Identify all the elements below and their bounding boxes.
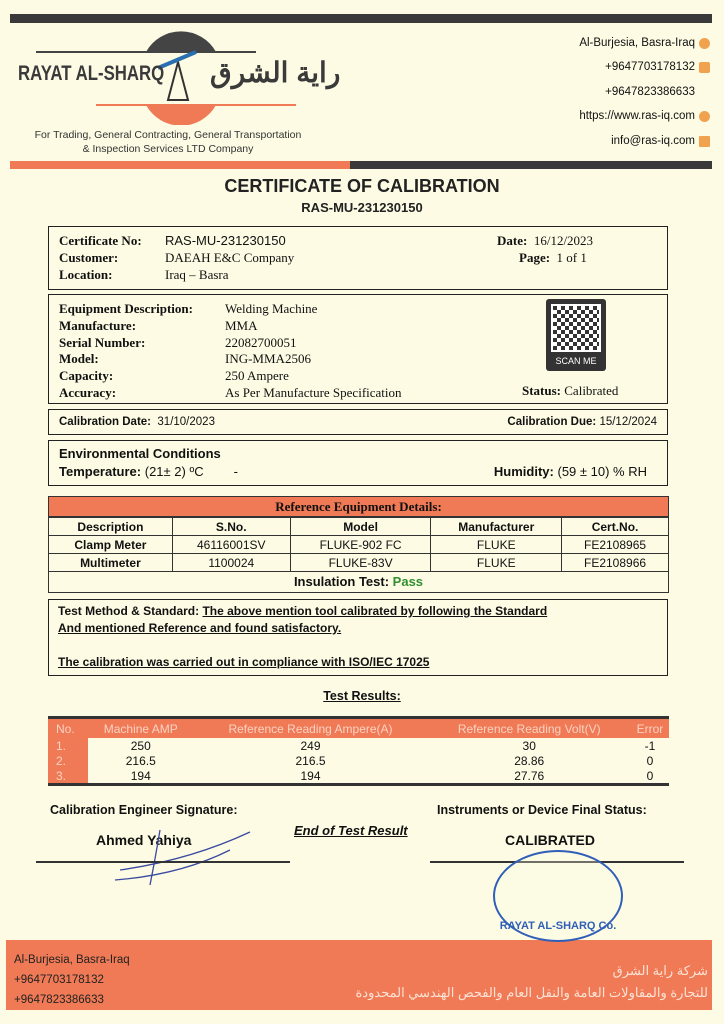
equipment-field-label: Serial Number:: [59, 334, 146, 350]
table-cell: FLUKE: [431, 536, 562, 554]
equipment-field-label: Model:: [59, 351, 99, 367]
reference-column-header: Cert.No.: [562, 518, 669, 536]
customer-value: DAEAH E&C Company: [165, 250, 295, 265]
contact-phone-1: [605, 61, 710, 73]
equipment-values: [225, 301, 402, 402]
contact-address: [579, 37, 710, 49]
scan-me-label: SCAN ME: [555, 356, 597, 366]
footer-phone-2: +9647823386633: [14, 994, 104, 1006]
table-cell: 28.86: [514, 753, 545, 768]
cert-no-label: Certificate No:: [59, 233, 142, 248]
calibration-date-label: Calibration Date:: [59, 416, 152, 428]
table-row: [48, 753, 669, 768]
contact-phone-2: [605, 86, 695, 98]
footer: [6, 940, 712, 1010]
header-divider-dark: [350, 161, 712, 169]
table-cell: FLUKE-83V: [290, 554, 431, 572]
table-cell: 249: [300, 738, 321, 753]
reference-section: [48, 496, 669, 593]
footer-arabic: [356, 960, 709, 1004]
qr-code-icon: [551, 304, 601, 352]
page-value: 1 of 1: [556, 250, 587, 265]
results-column-header: No.: [56, 721, 75, 736]
mail-icon: [699, 136, 710, 147]
contact-text: +9647703178132: [605, 61, 695, 73]
stamp-text: RAYAT AL-SHARQ Co.: [499, 920, 617, 932]
equipment-field-label: Manufacture:: [59, 317, 137, 333]
results-column-header: Reference Reading Ampere(A): [228, 721, 393, 736]
results-column-header: Reference Reading Volt(V): [457, 721, 601, 736]
status: [522, 383, 618, 400]
qr-code[interactable]: [546, 299, 606, 371]
results-column-header: Error: [636, 721, 664, 736]
table-cell: 2.: [48, 753, 88, 768]
method-line-1: The above mention tool calibrated by following the Standard: [202, 604, 548, 618]
results-column-header: Machine AMP: [103, 721, 178, 736]
table-cell: FE2108966: [562, 554, 669, 572]
table-cell: 216.5: [125, 753, 156, 768]
equipment-field-value: As Per Manufacture Specification: [225, 384, 402, 400]
table-row: [49, 536, 669, 554]
status-badge: Calibrated: [564, 383, 619, 398]
date-label: Date:: [497, 233, 528, 248]
final-status-value: CALIBRATED: [505, 832, 595, 848]
table-cell: 250: [130, 738, 151, 753]
table-cell: Clamp Meter: [49, 536, 173, 554]
final-status-label: Instruments or Device Final Status:: [437, 803, 647, 817]
method-label: Test Method & Standard:: [58, 604, 200, 618]
tagline: [18, 128, 318, 156]
environment-values: [59, 463, 657, 481]
table-row: [48, 768, 669, 783]
table-cell: 194: [300, 768, 321, 783]
info-box: [48, 226, 668, 290]
table-cell: 194: [130, 768, 151, 783]
phone-icon: [699, 62, 710, 73]
location-label: Location:: [59, 267, 113, 282]
insulation-value: Pass: [392, 574, 424, 589]
tagline-line-1: For Trading, General Contracting, General Transportation: [34, 129, 302, 141]
signature-scribble-icon: [110, 820, 260, 890]
globe-icon: [699, 111, 710, 122]
table-row: [48, 738, 669, 753]
engineer-name: Ahmed Yahiya: [96, 832, 192, 848]
table-cell: FLUKE: [431, 554, 562, 572]
contact-text: Al-Burjesia, Basra-Iraq: [579, 37, 695, 49]
table-cell: -1: [644, 738, 656, 753]
cert-no-value: RAS-MU-231230150: [165, 233, 286, 248]
cert-code: RAS-MU-231230150: [301, 200, 423, 215]
page-title: CERTIFICATE OF CALIBRATION: [224, 176, 500, 196]
environment-title: Environmental Conditions: [59, 446, 221, 461]
calibration-date-value: 31/10/2023: [157, 416, 215, 428]
temperature-value: (21± 2) ºC: [144, 464, 204, 479]
location-pin-icon: [699, 38, 710, 49]
reference-column-header: Description: [49, 518, 173, 536]
reference-column-header: S.No.: [172, 518, 290, 536]
company-stamp: [493, 850, 623, 942]
equipment-labels: [59, 301, 193, 402]
results-table: [48, 719, 669, 783]
footer-phone-1: +9647703178132: [14, 974, 104, 986]
table-cell: 0: [646, 753, 654, 768]
table-row: [49, 554, 669, 572]
brand-name-en: RAYAT AL-SHARQ: [18, 62, 165, 85]
status-label: Status:: [522, 383, 562, 398]
environment-box: [48, 440, 668, 486]
table-cell: FE2108965: [562, 536, 669, 554]
footer-contacts: [14, 950, 130, 1010]
brand-name-ar: راية الشرق: [210, 57, 341, 88]
header-divider-orange: [10, 161, 350, 169]
temperature-label: Temperature:: [59, 464, 142, 479]
top-bar: [10, 14, 712, 23]
reference-header-row: [49, 518, 669, 536]
table-cell: 0: [646, 768, 654, 783]
calibration-due: [507, 416, 657, 428]
equipment-box: [48, 294, 668, 404]
contact-website[interactable]: [579, 110, 710, 122]
footer-arabic-tagline: للتجارة والمقاولات العامة والنقل العام والفحص الهندسي المحدودة: [355, 985, 708, 1000]
table-cell: 46116001SV: [172, 536, 290, 554]
results-header-row: [48, 719, 669, 738]
location-value: Iraq – Basra: [165, 267, 229, 282]
reference-title: Reference Equipment Details:: [48, 496, 669, 517]
website-link[interactable]: https://www.ras-iq.com: [579, 110, 695, 122]
table-cell: 1100024: [172, 554, 290, 572]
contact-email[interactable]: [611, 135, 710, 147]
table-cell: 216.5: [295, 753, 326, 768]
table-cell: FLUKE-902 FC: [290, 536, 431, 554]
signature-label: Calibration Engineer Signature:: [50, 803, 238, 817]
equipment-field-value: ING-MMA2506: [225, 351, 311, 367]
equipment-field-value: 250 Ampere: [225, 368, 289, 384]
table-cell: 1.: [48, 738, 88, 753]
equipment-field-label: Capacity:: [59, 368, 114, 384]
calibration-dates-box: [48, 409, 668, 435]
calibration-due-value: 15/12/2024: [599, 416, 657, 428]
end-of-result: End of Test Result: [294, 823, 408, 838]
calibration-due-label: Calibration Due:: [507, 416, 597, 428]
reference-column-header: Manufacturer: [431, 518, 562, 536]
calibration-date: [59, 416, 215, 428]
humidity-label: Humidity:: [493, 464, 554, 479]
method-line-3: The calibration was carried out in compliance with ISO/IEC 17025: [58, 655, 430, 669]
tagline-line-2: & Inspection Services LTD Company: [82, 143, 254, 155]
reference-table: [48, 517, 669, 572]
equipment-field-value: Welding Machine: [225, 301, 318, 316]
equipment-field-label: Equipment Description:: [59, 301, 193, 316]
page-label: Page:: [519, 250, 551, 265]
footer-arabic-name: شركة راية الشرق: [612, 963, 708, 978]
method-box: [48, 599, 668, 676]
email-link[interactable]: info@ras-iq.com: [611, 135, 695, 147]
equipment-field-value: 22082700051: [225, 334, 297, 350]
customer-label: Customer:: [59, 250, 119, 265]
date-page: [497, 232, 593, 266]
separator: -: [233, 464, 238, 479]
results-section: [48, 716, 669, 786]
footer-address: Al-Burjesia, Basra-Iraq: [14, 954, 130, 966]
reference-column-header: Model: [290, 518, 431, 536]
info-values: [165, 232, 294, 283]
test-results-title: Test Results:: [323, 689, 401, 703]
humidity-value: (59 ± 10) % RH: [557, 464, 647, 479]
table-cell: 3.: [48, 768, 88, 783]
insulation-label: Insulation Test:: [293, 574, 390, 589]
equipment-field-label: Accuracy:: [59, 384, 117, 400]
contact-text: +9647823386633: [605, 86, 695, 98]
method-line-2: And mentioned Reference and found satisfactory.: [58, 621, 342, 635]
table-cell: 30: [522, 738, 536, 753]
table-cell: 27.76: [514, 768, 545, 783]
signature-line: [36, 861, 290, 863]
insulation-test: [48, 572, 669, 593]
equipment-field-value: MMA: [225, 317, 258, 333]
info-labels: [59, 232, 142, 283]
table-cell: Multimeter: [49, 554, 173, 572]
date-value: 16/12/2023: [533, 233, 594, 248]
